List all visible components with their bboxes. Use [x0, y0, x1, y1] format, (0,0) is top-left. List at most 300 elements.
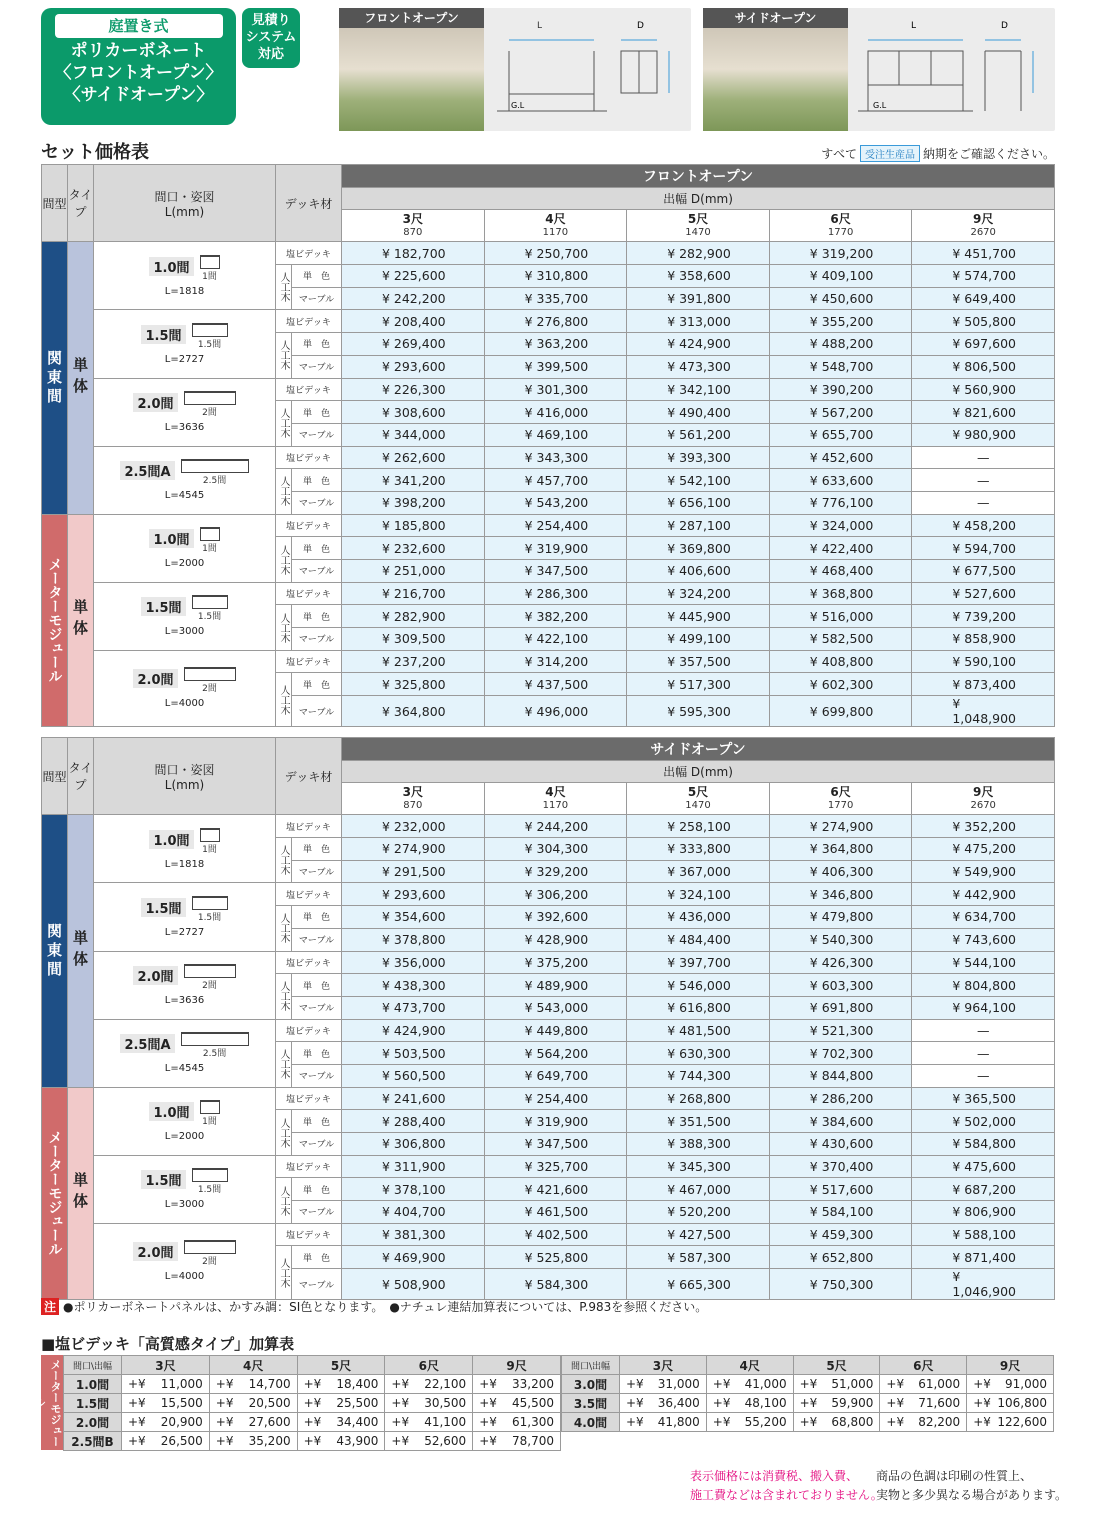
artificial-wood-label: 人工木 [276, 401, 292, 446]
price-value: 185,800 [393, 517, 446, 533]
deck-header: デッキ材 [276, 165, 342, 242]
size-length: L=3000 [164, 1199, 205, 1211]
deck-material: 単 色 [292, 333, 342, 356]
price-cell: ¥ 517,600 [769, 1178, 912, 1201]
price-value: 588,100 [964, 1227, 1016, 1243]
price-value: 582,500 [821, 631, 874, 647]
price-value: 844,800 [821, 1068, 874, 1084]
price-cell: ¥ 560,900 [912, 378, 1055, 401]
addon-price: +¥ 20,500 [209, 1394, 297, 1413]
addon-price-value: 20,900 [160, 1415, 203, 1429]
column-shaku: 6尺 [830, 211, 851, 226]
addon-price: +¥ 30,500 [385, 1394, 473, 1413]
estimate-system-badge [242, 8, 300, 68]
price-cell: ¥ 369,800 [627, 537, 770, 560]
price-value: 564,200 [536, 1045, 589, 1061]
deck-material: 単 色 [292, 469, 342, 492]
price-value: 452,600 [821, 449, 874, 465]
size-label: 1.5間 [141, 597, 185, 616]
price-cell: ¥ 475,600 [912, 1155, 1055, 1178]
price-cell: ¥ 776,100 [769, 491, 912, 514]
price-value: 254,400 [536, 517, 589, 533]
price-cell: ¥ 390,200 [769, 378, 912, 401]
price-value: 527,600 [964, 586, 1016, 602]
addon-price-value: 30,500 [424, 1396, 467, 1410]
size-length: L=3000 [164, 626, 205, 638]
price-cell: ¥ 473,700 [342, 996, 485, 1019]
size-diagram-icon [192, 896, 228, 923]
price-value: 543,200 [536, 495, 589, 511]
price-value: 594,700 [964, 540, 1016, 556]
price-value: 457,700 [536, 472, 589, 488]
price-cell: ¥ 329,200 [484, 860, 627, 883]
price-cell: ¥ 445,900 [627, 605, 770, 628]
price-cell: ¥ 427,500 [627, 1223, 770, 1246]
column-mm: 1470 [685, 799, 711, 811]
price-value: 502,000 [964, 1113, 1016, 1129]
price-cell: ¥ 293,600 [342, 355, 485, 378]
price-value: 1,046,900 [952, 1284, 1016, 1300]
price-value: 311,900 [393, 1159, 446, 1175]
addon-title: ■塩ビデッキ「高質感タイプ」加算表 [41, 1335, 295, 1353]
price-value: 426,300 [821, 954, 874, 970]
price-cell: ¥ 739,200 [912, 605, 1055, 628]
price-cell: ¥ 367,000 [627, 860, 770, 883]
depth-column [484, 210, 627, 242]
size-diagram-label: 2間 [202, 981, 217, 992]
price-value: 258,100 [679, 818, 731, 834]
addon-size: 3.5間 [562, 1394, 620, 1413]
price-value: 469,900 [393, 1249, 446, 1265]
addon-price: +¥ 31,000 [620, 1375, 707, 1394]
section-title: セット価格表 [41, 142, 149, 163]
price-cell: ¥ 404,700 [342, 1201, 485, 1224]
front-open-photo [339, 28, 484, 131]
addon-price: +¥ 78,700 [473, 1432, 561, 1451]
addon-price: +¥ 91,000 [967, 1375, 1054, 1394]
price-value: 391,800 [679, 291, 731, 307]
size-diagram-label: 2.5間 [202, 476, 227, 487]
price-cell: ¥ 319,200 [769, 242, 912, 265]
addon-price-value: 122,600 [997, 1415, 1047, 1429]
deck-material: 塩ビデッキ [276, 1019, 342, 1042]
product-tag: 庭置き式 [55, 14, 223, 38]
price-cell: ¥ 342,100 [627, 378, 770, 401]
deck-material: マーブル [292, 1133, 342, 1156]
price-cell: ¥ 871,400 [912, 1246, 1055, 1269]
deck-material: マーブル [292, 423, 342, 446]
size-label: 1.5間 [141, 325, 185, 344]
size-diagram-icon [184, 391, 236, 418]
corner-top: 出幅 [592, 1361, 611, 1372]
addon-price-value: 51,000 [831, 1377, 874, 1391]
price-value: 363,200 [536, 336, 589, 352]
price-value: 561,200 [679, 427, 731, 443]
price-cell: ¥ 378,800 [342, 928, 485, 951]
type-cell: 単体 [68, 514, 94, 727]
addon-price-value: 11,000 [160, 1377, 203, 1391]
deck-material: 単 色 [292, 673, 342, 696]
price-value: 655,700 [821, 427, 874, 443]
region-cell: 関東間 [42, 242, 68, 514]
price-cell: ¥ 452,600 [769, 446, 912, 469]
price-value: 367,000 [679, 864, 731, 880]
price-value: 282,900 [679, 245, 731, 261]
addon-price: +¥ 11,000 [122, 1375, 210, 1394]
addon-column: 4尺 [706, 1356, 793, 1375]
made-to-order-chip: 受注生産品 [860, 145, 920, 162]
addon-corner: 間口\出幅 [64, 1356, 122, 1375]
size-length: L=1818 [164, 858, 205, 870]
price-cell: ¥ 276,800 [484, 310, 627, 333]
price-value: 409,100 [821, 268, 874, 284]
price-cell: ¥ 436,000 [627, 906, 770, 929]
addon-price-value: 52,600 [424, 1434, 467, 1448]
price-cell: ¥ 216,700 [342, 582, 485, 605]
price-value: 479,800 [821, 909, 874, 925]
price-value: 274,900 [821, 818, 874, 834]
price-cell: ¥ 301,300 [484, 378, 627, 401]
price-value: 964,100 [964, 1000, 1016, 1016]
deck-material: 単 色 [292, 838, 342, 861]
price-value: 871,400 [964, 1249, 1016, 1265]
size-cell [94, 242, 276, 310]
size-length: L=2727 [164, 926, 205, 938]
price-value: 354,600 [393, 909, 446, 925]
price-value: 347,500 [536, 1136, 589, 1152]
label-gl: G.L [511, 101, 525, 110]
table-title: サイドオープン [342, 738, 1055, 761]
price-value: 488,200 [821, 336, 874, 352]
deck-material: マーブル [292, 928, 342, 951]
addon-price-value: 36,400 [657, 1396, 700, 1410]
price-cell: ¥ 335,700 [484, 287, 627, 310]
column-mm: 1770 [827, 226, 854, 238]
price-cell: ¥ 397,700 [627, 951, 770, 974]
size-diagram-icon [200, 828, 220, 855]
price-value: 469,100 [536, 427, 589, 443]
price-cell: ¥ 391,800 [627, 287, 770, 310]
price-cell: ¥ 560,500 [342, 1064, 485, 1087]
price-cell: ¥ 442,900 [912, 883, 1055, 906]
price-cell: ¥ 496,000 [484, 696, 627, 727]
price-value: 319,200 [821, 245, 874, 261]
size-diagram-label: 1.5間 [197, 612, 222, 623]
size-diagram-label: 1間 [202, 844, 217, 855]
price-value: 306,800 [393, 1136, 446, 1152]
deck-material: 単 色 [292, 537, 342, 560]
size-diagram-label: 1間 [202, 544, 217, 555]
price-cell: ¥ 241,600 [342, 1087, 485, 1110]
size-diagram-icon [192, 1168, 228, 1195]
price-cell: ¥ 381,300 [342, 1223, 485, 1246]
price-value: 436,000 [679, 909, 731, 925]
price-value: 656,100 [679, 495, 731, 511]
deck-material: マーブル [292, 355, 342, 378]
price-value: 262,600 [393, 449, 446, 465]
price-value: 633,600 [821, 472, 874, 488]
price-value: 355,200 [821, 313, 874, 329]
depth-column [342, 783, 485, 815]
addon-column: 9尺 [967, 1356, 1054, 1375]
price-cell: ¥ 291,500 [342, 860, 485, 883]
price-cell: ¥ 594,700 [912, 537, 1055, 560]
front-open-figure [339, 8, 691, 131]
size-header [94, 165, 276, 242]
price-value: 304,300 [536, 841, 589, 857]
price-value: 282,900 [393, 608, 446, 624]
price-value: 520,200 [679, 1204, 731, 1220]
price-cell: ¥ 254,400 [484, 514, 627, 537]
price-value: 384,600 [821, 1113, 874, 1129]
column-shaku: 4尺 [545, 784, 566, 799]
addon-price: +¥ 34,400 [297, 1413, 385, 1432]
addon-price: +¥ 71,600 [880, 1394, 967, 1413]
price-value: 314,200 [536, 654, 589, 670]
label-l: L [911, 21, 917, 31]
price-cell: ¥ 388,300 [627, 1133, 770, 1156]
price-value: 388,300 [679, 1136, 731, 1152]
price-cell: ¥ 406,300 [769, 860, 912, 883]
price-cell: ¥ 364,800 [342, 696, 485, 727]
column-mm: 870 [403, 226, 423, 238]
depth-column [912, 783, 1055, 815]
addon-size: 3.0間 [562, 1375, 620, 1394]
size-diagram-icon [181, 1032, 249, 1059]
price-value: 352,200 [964, 818, 1016, 834]
price-value: 776,100 [821, 495, 874, 511]
price-value: 549,900 [964, 864, 1016, 880]
deck-material: 塩ビデッキ [276, 883, 342, 906]
price-value: 430,600 [821, 1136, 874, 1152]
price-value: 739,200 [964, 608, 1016, 624]
price-value: 241,600 [393, 1090, 446, 1106]
price-cell: ¥ 368,800 [769, 582, 912, 605]
addon-price: +¥ 106,800 [967, 1394, 1054, 1413]
deck-material: マーブル [292, 860, 342, 883]
label-d: D [637, 21, 644, 31]
addon-price-value: 26,500 [160, 1434, 203, 1448]
addon-price: +¥ 33,200 [473, 1375, 561, 1394]
price-value: 567,200 [821, 404, 874, 420]
price-cell: ¥ 319,900 [484, 537, 627, 560]
price-value: 858,900 [964, 631, 1016, 647]
price-cell: ¥ 308,600 [342, 401, 485, 424]
addon-column: 6尺 [880, 1356, 967, 1375]
addon-price: +¥ 59,900 [793, 1394, 880, 1413]
price-value: 393,300 [679, 449, 731, 465]
size-cell [94, 1019, 276, 1087]
price-value: 468,400 [821, 563, 874, 579]
price-cell: ¥ 422,100 [484, 628, 627, 651]
price-value: 319,900 [536, 1113, 589, 1129]
price-cell: ¥ 475,200 [912, 838, 1055, 861]
size-label: 1.0間 [149, 257, 193, 276]
price-value: 313,000 [679, 313, 731, 329]
price-cell: ¥ 488,200 [769, 333, 912, 356]
price-cell: ¥ 457,700 [484, 469, 627, 492]
price-value: 677,500 [964, 563, 1016, 579]
price-cell: ¥ 343,300 [484, 446, 627, 469]
price-cell: ¥ 1,046,900 [912, 1269, 1055, 1300]
addon-size: 2.0間 [64, 1413, 122, 1432]
price-cell: ¥ 325,700 [484, 1155, 627, 1178]
price-cell: ¥ 242,200 [342, 287, 485, 310]
column-mm: 1470 [685, 226, 711, 238]
price-value: 319,900 [536, 540, 589, 556]
price-cell: ¥ 351,500 [627, 1110, 770, 1133]
price-cell: ¥ 288,400 [342, 1110, 485, 1133]
price-cell: ¥ 451,700 [912, 242, 1055, 265]
price-cell: ¥ 549,900 [912, 860, 1055, 883]
deck-material: マーブル [292, 1201, 342, 1224]
price-value: 473,700 [393, 1000, 446, 1016]
price-value: 804,800 [964, 977, 1016, 993]
price-value: 634,700 [964, 909, 1016, 925]
addon-price: +¥ 41,000 [706, 1375, 793, 1394]
price-cell: ¥ 428,900 [484, 928, 627, 951]
addon-price-value: 48,100 [744, 1396, 787, 1410]
addon-column: 9尺 [473, 1356, 561, 1375]
deck-material: 塩ビデッキ [276, 951, 342, 974]
price-cell: ¥ 393,300 [627, 446, 770, 469]
price-value: 438,300 [393, 977, 446, 993]
price-cell: ¥ 503,500 [342, 1042, 485, 1065]
price-value: 301,300 [536, 381, 589, 397]
note-text: ●ポリカーボネートパネルは、かすみ調：SI色となります。 ●ナチュレ連結加算表については、P.983を参照ください。 [63, 1300, 708, 1314]
price-cell: ¥ 424,900 [342, 1019, 485, 1042]
depth-header: 出幅 D(mm) [342, 760, 1055, 783]
addon-price-value: 33,200 [512, 1377, 554, 1391]
addon-price: +¥ 122,600 [967, 1413, 1054, 1432]
price-cell: ¥ 649,700 [484, 1064, 627, 1087]
price-value: 390,200 [821, 381, 874, 397]
price-value: 587,300 [679, 1249, 731, 1265]
price-value: 324,200 [679, 586, 731, 602]
price-value: 873,400 [964, 676, 1016, 692]
price-cell: ¥ 341,200 [342, 469, 485, 492]
price-value: 630,300 [679, 1045, 731, 1061]
price-cell: ¥ 484,400 [627, 928, 770, 951]
addon-price: +¥ 41,800 [620, 1413, 707, 1432]
price-cell: ¥ 370,400 [769, 1155, 912, 1178]
artificial-wood-label: 人工木 [276, 1042, 292, 1087]
addon-price: +¥ 51,000 [793, 1375, 880, 1394]
size-cell [94, 815, 276, 883]
price-cell: ¥ 744,300 [627, 1064, 770, 1087]
depth-column [342, 210, 485, 242]
addon-column: 5尺 [297, 1356, 385, 1375]
size-length: L=4000 [164, 698, 205, 710]
type-header: タイプ [68, 165, 94, 242]
price-value: 750,300 [821, 1276, 874, 1292]
column-shaku: 5尺 [687, 784, 709, 799]
price-cell: ¥ 286,300 [484, 582, 627, 605]
product-name: ポリカーボネート [70, 41, 207, 61]
price-value: 375,200 [536, 954, 589, 970]
deck-material: 塩ビデッキ [276, 1087, 342, 1110]
price-value: 806,500 [964, 359, 1016, 375]
price-value: 402,500 [536, 1227, 589, 1243]
addon-price: +¥ 43,900 [297, 1432, 385, 1451]
column-shaku: 6尺 [830, 784, 851, 799]
side-open-price-table [41, 737, 1055, 1300]
size-length: L=3636 [164, 995, 205, 1007]
addon-price-value: 14,700 [248, 1377, 291, 1391]
price-value: 356,000 [393, 954, 446, 970]
price-value: 574,700 [964, 268, 1016, 284]
footer-line: 実物と多少異なる場合があります。 [876, 1488, 1068, 1502]
addon-price: +¥ 22,100 [385, 1375, 473, 1394]
price-value: 548,700 [821, 359, 874, 375]
price-cell: ¥ 699,800 [769, 696, 912, 727]
price-value: 244,200 [536, 818, 589, 834]
addon-price: +¥ 48,100 [706, 1394, 793, 1413]
price-cell: ¥ 521,300 [769, 1019, 912, 1042]
front-open-diagram [489, 16, 689, 131]
size-label: 2.0間 [133, 669, 177, 688]
price-cell: ¥ 804,800 [912, 974, 1055, 997]
price-cell: ¥ 516,000 [769, 605, 912, 628]
price-cell: ¥ 479,800 [769, 906, 912, 929]
price-cell: ¥ 357,500 [627, 650, 770, 673]
price-cell: ¥ 399,500 [484, 355, 627, 378]
price-cell: ¥ 567,200 [769, 401, 912, 424]
price-value: 291,500 [393, 864, 446, 880]
price-value: 345,300 [679, 1159, 731, 1175]
price-cell: ¥ 355,200 [769, 310, 912, 333]
deck-material: マーブル [292, 628, 342, 651]
footer-line: 表示価格には消費税、搬入費、 [690, 1469, 859, 1483]
price-cell: ¥ 873,400 [912, 673, 1055, 696]
column-mm: 2670 [970, 799, 996, 811]
corner-top: 出幅 [94, 1361, 113, 1372]
price-cell: ¥ 324,000 [769, 514, 912, 537]
price-value: 691,800 [821, 1000, 874, 1016]
addon-price-value: 41,100 [424, 1415, 467, 1429]
size-label: 2.0間 [133, 966, 177, 985]
price-value: 499,100 [679, 631, 731, 647]
badge-line: 見積り [251, 13, 291, 28]
price-cell: ¥ 282,900 [627, 242, 770, 265]
price-cell: ¥ 430,600 [769, 1133, 912, 1156]
price-value: 602,300 [821, 676, 874, 692]
addon-table-right [561, 1355, 1054, 1432]
price-value: 325,800 [393, 676, 446, 692]
region-cell: 関東間 [42, 815, 68, 1087]
deck-header: デッキ材 [276, 738, 342, 815]
addon-price: +¥ 41,100 [385, 1413, 473, 1432]
size-cell [94, 1223, 276, 1299]
price-value: 489,900 [536, 977, 589, 993]
figure-label: サイドオープン [703, 8, 848, 28]
addon-price-value: 15,500 [160, 1396, 203, 1410]
artificial-wood-label: 人工木 [276, 1246, 292, 1300]
side-open-figure [703, 8, 1055, 131]
price-cell: ¥ 232,600 [342, 537, 485, 560]
price-cell: ¥ 268,800 [627, 1087, 770, 1110]
price-value: 595,300 [679, 703, 731, 719]
price-value: 344,000 [393, 427, 446, 443]
price-value: 445,900 [679, 608, 731, 624]
artificial-wood-label: 人工木 [276, 333, 292, 378]
price-cell: ¥ 540,300 [769, 928, 912, 951]
price-cell: ¥ 584,300 [484, 1269, 627, 1300]
footer-line: 商品の色調は印刷の性質上、 [876, 1469, 1033, 1483]
price-value: 560,900 [964, 381, 1016, 397]
size-diagram-label: 1間 [202, 271, 217, 282]
price-value: 310,800 [536, 268, 589, 284]
